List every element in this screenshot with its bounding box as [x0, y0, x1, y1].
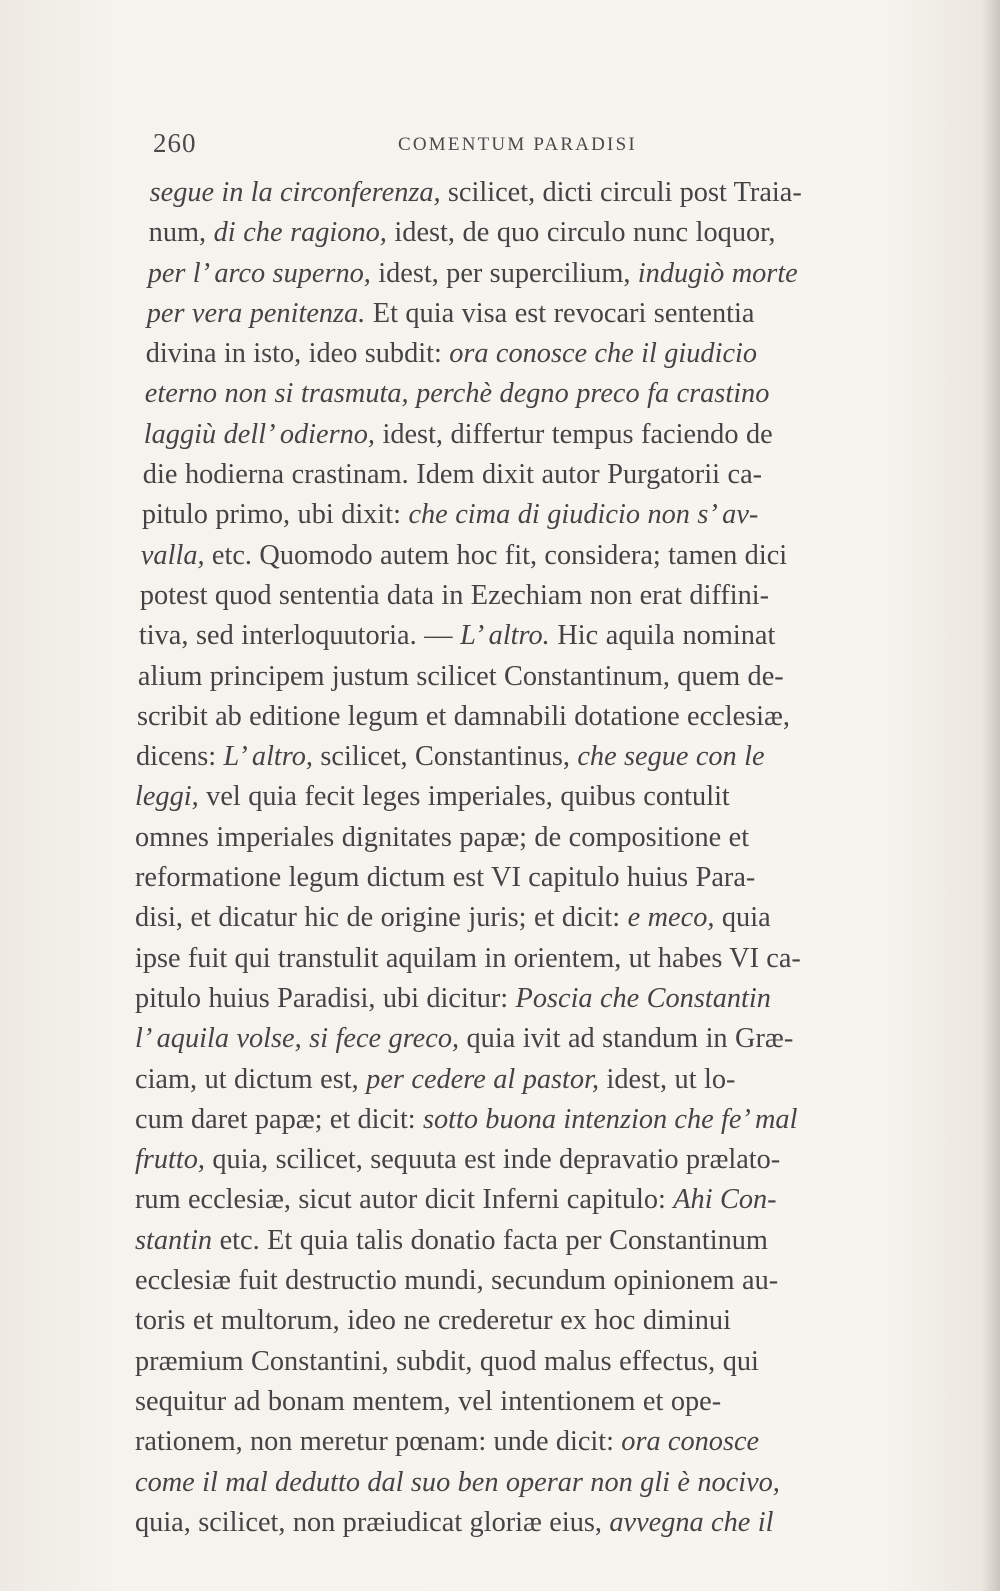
roman-text: quia ivit ad standum in Græ- — [459, 1022, 794, 1055]
roman-text: etc. Quomodo autem hoc fit, considera; tamen dici — [204, 538, 788, 571]
roman-text: disi, et dicatur hic de origine juris; et dicit: — [135, 901, 628, 934]
text-line — [135, 1300, 877, 1340]
text-line — [135, 817, 877, 857]
roman-text: scilicet, Constantinus, — [313, 740, 578, 773]
italic-text: L’ altro, — [223, 740, 314, 773]
italic-text: ora conosce — [621, 1425, 760, 1458]
text-line — [135, 494, 877, 534]
text-line — [135, 1059, 877, 1099]
roman-text: idest, differtur tempus faciendo de — [374, 417, 773, 450]
roman-text: Et quia visa est revocari sententia — [365, 296, 755, 329]
roman-text: pitulo huius Paradisi, ubi dicitur: — [135, 981, 516, 1014]
italic-text: Poscia che Constantin — [515, 981, 771, 1014]
text-line — [135, 575, 877, 615]
roman-text: Hic aquila nominat — [549, 619, 776, 652]
roman-text: scribit ab editione legum et damnabili dotatione ecclesiæ, — [136, 699, 791, 732]
italic-text: avvegna che il — [609, 1505, 774, 1538]
roman-text: reformatione legum dictum est VI capitulo huius Para- — [135, 861, 756, 894]
text-line — [135, 1502, 877, 1542]
text-line — [135, 736, 877, 776]
text-line — [135, 1421, 877, 1461]
text-line — [135, 333, 877, 373]
italic-text: stantin — [135, 1223, 213, 1256]
roman-text: quia, scilicet, non præiudicat gloriæ eius, — [135, 1505, 610, 1538]
text-line — [135, 1381, 877, 1421]
roman-text: ciam, ut dictum est, — [135, 1062, 367, 1095]
roman-text: divina in isto, ideo subdit: — [145, 337, 450, 370]
roman-text: die hodierna crastinam. Idem dixit autor Purgatorii ca- — [142, 458, 763, 491]
roman-text: ecclesiæ fuit destructio mundi, secundum opinionem au- — [135, 1264, 779, 1297]
page-gutter-shadow — [982, 0, 1000, 1591]
text-line — [135, 656, 877, 696]
roman-text: cum daret papæ; et dicit: — [135, 1102, 423, 1135]
italic-text: l’ aquila volse, si fece greco, — [135, 1022, 460, 1055]
roman-text: dicens: — [135, 740, 224, 773]
italic-text: che segue con le — [577, 740, 765, 773]
italic-text: indugiò morte — [637, 256, 798, 289]
text-line — [135, 1341, 877, 1381]
roman-text: rationem, non meretur pœnam: unde dicit: — [135, 1425, 622, 1458]
italic-text: laggiù dell’ odierno, — [143, 417, 375, 450]
roman-text: tiva, sed interloquutoria. — — [138, 619, 461, 652]
italic-text: ora conosce che il giudicio — [449, 337, 758, 370]
roman-text: idest, per supercilium, — [370, 256, 638, 289]
italic-text: sotto buona intenzion che fe’ mal — [422, 1102, 798, 1135]
italic-text: Ahi Con- — [673, 1183, 777, 1216]
roman-text: præmium Constantini, subdit, quod malus effectus, qui — [135, 1344, 759, 1377]
text-line — [135, 373, 877, 413]
text-line — [135, 1220, 877, 1260]
roman-text: quia — [714, 901, 771, 934]
roman-text: num, — [148, 216, 214, 249]
italic-text: come il mal dedutto dal suo ben operar non gli è nocivo, — [135, 1465, 780, 1498]
running-head: COMENTUM PARADISI — [398, 134, 637, 155]
text-line — [135, 293, 877, 333]
roman-text: ipse fuit qui transtulit aquilam in orientem, ut habes VI ca- — [135, 941, 801, 974]
body-text — [135, 172, 895, 1542]
roman-text: vel quia fecit leges imperiales, quibus contulit — [198, 780, 730, 813]
italic-text: valla, — [140, 538, 205, 571]
text-line — [135, 1260, 877, 1300]
text-line — [135, 978, 877, 1018]
page-number: 260 — [153, 128, 197, 158]
roman-text: etc. Et quia talis donatio facta per Constantinum — [212, 1223, 768, 1256]
italic-text: per vera penitenza. — [146, 296, 366, 329]
roman-text: rum ecclesiæ, sicut autor dicit Inferni capitulo: — [135, 1183, 674, 1216]
italic-text: e meco, — [627, 901, 715, 934]
text-line — [135, 776, 877, 816]
text-line — [135, 172, 877, 212]
text-line — [135, 1099, 877, 1139]
text-line — [135, 253, 877, 293]
text-line — [135, 938, 877, 978]
roman-text: scilicet, dicti circuli post Traia- — [440, 176, 802, 208]
text-line — [135, 535, 877, 575]
roman-text: omnes imperiales dignitates papæ; de compositione et — [135, 820, 750, 853]
text-line — [135, 857, 877, 897]
text-line — [135, 212, 877, 252]
roman-text: idest, ut lo- — [599, 1062, 736, 1095]
roman-text: sequitur ad bonam mentem, vel intentionem et ope- — [135, 1384, 722, 1417]
page-header — [153, 128, 893, 168]
italic-text: di che ragiono, — [213, 216, 387, 249]
italic-text: che cima di giudicio non s’ av- — [408, 498, 759, 531]
text-line — [135, 1462, 877, 1502]
text-line — [135, 1018, 877, 1058]
text-line — [135, 414, 877, 454]
text-line — [135, 454, 877, 494]
italic-text: frutto, — [135, 1143, 206, 1176]
italic-text: segue in la circonferenza, — [149, 176, 441, 208]
italic-text: leggi, — [135, 780, 199, 813]
roman-text: idest, de quo circulo nunc loquor, — [386, 216, 776, 249]
roman-text: pitulo primo, ubi dixit: — [141, 498, 409, 531]
roman-text: toris et multorum, ideo ne crederetur ex hoc diminui — [135, 1304, 731, 1337]
roman-text: alium principem justum scilicet Constantinum, quem de- — [137, 659, 784, 692]
text-line — [135, 1179, 877, 1219]
text-line — [135, 696, 877, 736]
roman-text: potest quod sententia data in Ezechiam non erat diffini- — [139, 578, 770, 611]
italic-text: per cedere al pastor, — [366, 1062, 600, 1095]
italic-text: eterno non si trasmuta, perchè degno preco fa crastino — [144, 377, 770, 410]
italic-text: L’ altro. — [460, 619, 550, 652]
roman-text: quia, scilicet, sequuta est inde depravatio prælato- — [205, 1143, 781, 1176]
text-line — [135, 1139, 877, 1179]
text-line — [135, 615, 877, 655]
text-line — [135, 897, 877, 937]
italic-text: per l’ arco superno, — [147, 256, 371, 289]
